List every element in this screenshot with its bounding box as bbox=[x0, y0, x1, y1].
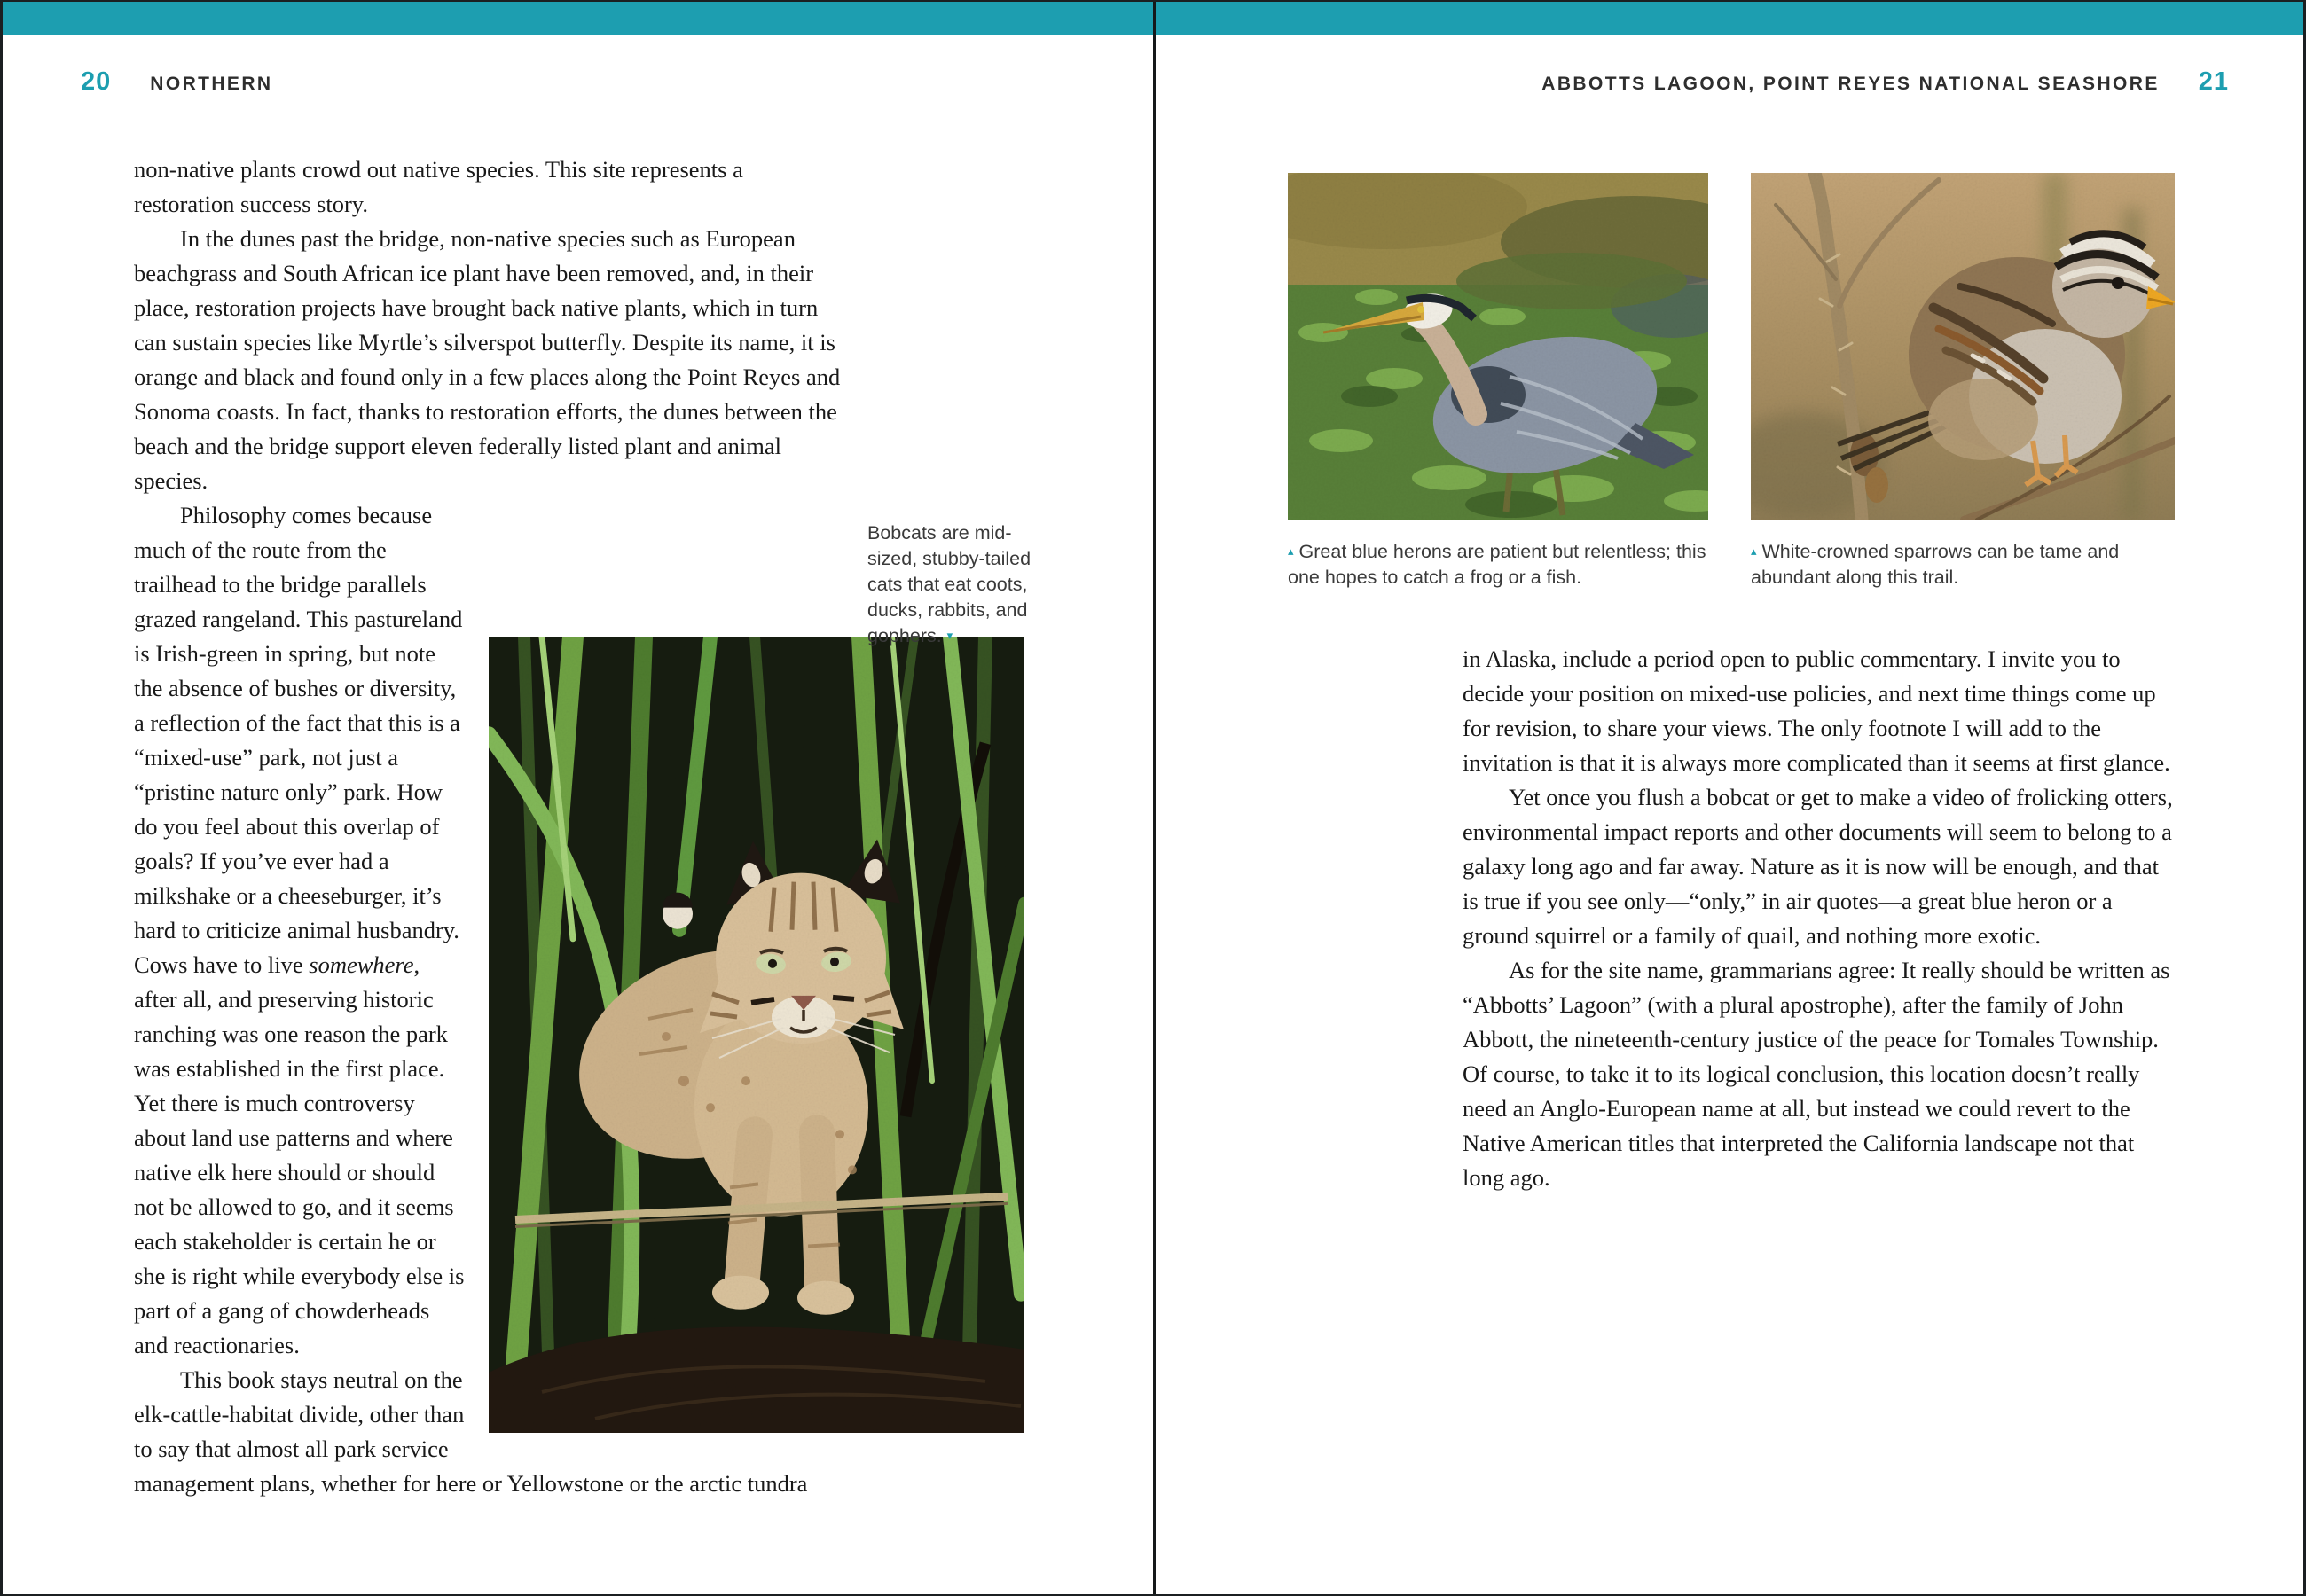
body-paragraph: As for the site name, grammarians agree: It really should be written as “Abbotts’ Lagoon” (with a plural apostrophe), after the family of John Abbott, the nineteenth-century justice of the peace for Tomales Township. Of course, to take it to its logical conclusion, this location doesn’t really need an Anglo-European name at all, but instead we could revert to the Native American titles that interpreted the California landscape not that long ago. bbox=[1463, 957, 2170, 1191]
great-blue-heron-photo bbox=[1288, 173, 1708, 520]
body-text-run: Philosophy comes because much of the route from the trailhead to the bridge parallels grazed rangeland. This pastureland is Irish-green in spring, but note the absence of bushes or diversity, a reflection of the fact that this is a “mixed-use” park, not just a “pristine nature only” park. How do you feel about this overlap of goals? If you’ve ever had a milkshake or a cheeseburger, it’s hard to criticize animal husbandry. Cows have to live bbox=[134, 502, 463, 978]
caption-triangle-icon: ▴ bbox=[1751, 544, 1757, 558]
sparrow-illustration bbox=[1751, 173, 2175, 520]
heron-illustration bbox=[1288, 173, 1708, 520]
body-paragraph: non-native plants crowd out native species. This site represents a restoration success story. bbox=[134, 156, 743, 217]
white-crowned-sparrow-photo bbox=[1751, 173, 2175, 520]
left-page-number: 20 bbox=[81, 67, 112, 96]
right-running-header bbox=[1541, 67, 2229, 97]
bobcat-caption-text: Bobcats are mid-sized, stubby-tailed cats that eat coots, ducks, rabbits, and gophers. bbox=[867, 522, 1031, 646]
body-paragraph bbox=[134, 498, 849, 1363]
bobcat-caption bbox=[867, 520, 1036, 649]
body-paragraph: Yet once you flush a bobcat or get to make a video of frolicking otters, environmental impact reports and other documents will seem to belong to a galaxy long ago and far away. Nature as it is now will be enough, and that is true if you see only—“only,” in air quotes—a great blue heron or a ground squirrel or a family of quail, and nothing more exotic. bbox=[1463, 784, 2173, 949]
left-page-body bbox=[134, 153, 849, 1501]
sparrow-caption bbox=[1751, 539, 2175, 591]
right-page-body bbox=[1463, 642, 2177, 1195]
caption-triangle-icon: ▴ bbox=[1288, 544, 1294, 558]
bobcat-photo-float bbox=[489, 637, 849, 1433]
body-text-italic: somewhere bbox=[309, 951, 414, 978]
heron-caption bbox=[1288, 539, 1712, 591]
bobcat-illustration bbox=[489, 637, 1024, 1433]
heron-caption-text: Great blue herons are patient but relentless; this one hopes to catch a frog or a fish. bbox=[1288, 541, 1706, 588]
body-paragraph: In the dunes past the bridge, non-native species such as European beachgrass and South African ice plant have been removed, and, in their place, restoration projects have brought back native plants, which in turn can sustain species like Myrtle’s silverspot butterfly. Despite its name, it is orange and black and found only in a few places along the Point Reyes and Sonoma coasts. In fact, thanks to restoration efforts, the dunes between the beach and the bridge support eleven federally listed plant and animal species. bbox=[134, 225, 841, 494]
sparrow-caption-text: White-crowned sparrows can be tame and abundant along this trail. bbox=[1751, 541, 2120, 588]
caption-triangle-icon: ▾ bbox=[946, 629, 953, 642]
body-paragraph: in Alaska, include a period open to public commentary. I invite you to decide your position on mixed-use policies, and next time things come up for revision, to share your views. The only footnote I will add to the invitation is that it is always more complicated than it seems at first glance. bbox=[1463, 645, 2170, 776]
bobcat-photo bbox=[489, 637, 1024, 1433]
page-gutter-divider bbox=[1153, 2, 1156, 1596]
body-text-run: , after all, and preserving historic ranching was one reason the park was established in the first place. Yet there is much controversy about land use patterns and where native elk here should or should not be allowed to go, and it seems each stakeholder is certain he or she is right while everybody else is part of a gang of chowderheads and reactionaries. bbox=[134, 951, 465, 1358]
right-page-number: 21 bbox=[2198, 67, 2229, 96]
left-section-title: NORTHERN bbox=[150, 74, 273, 94]
right-section-title: ABBOTTS LAGOON, POINT REYES NATIONAL SEASHORE bbox=[1541, 74, 2160, 94]
left-running-header bbox=[81, 67, 272, 97]
body-paragraph: This book stays neutral on the elk-cattle-habitat divide, other than to say that almost all park service management plans, whether for here or Yellowstone or the arctic tundra bbox=[134, 1366, 808, 1497]
